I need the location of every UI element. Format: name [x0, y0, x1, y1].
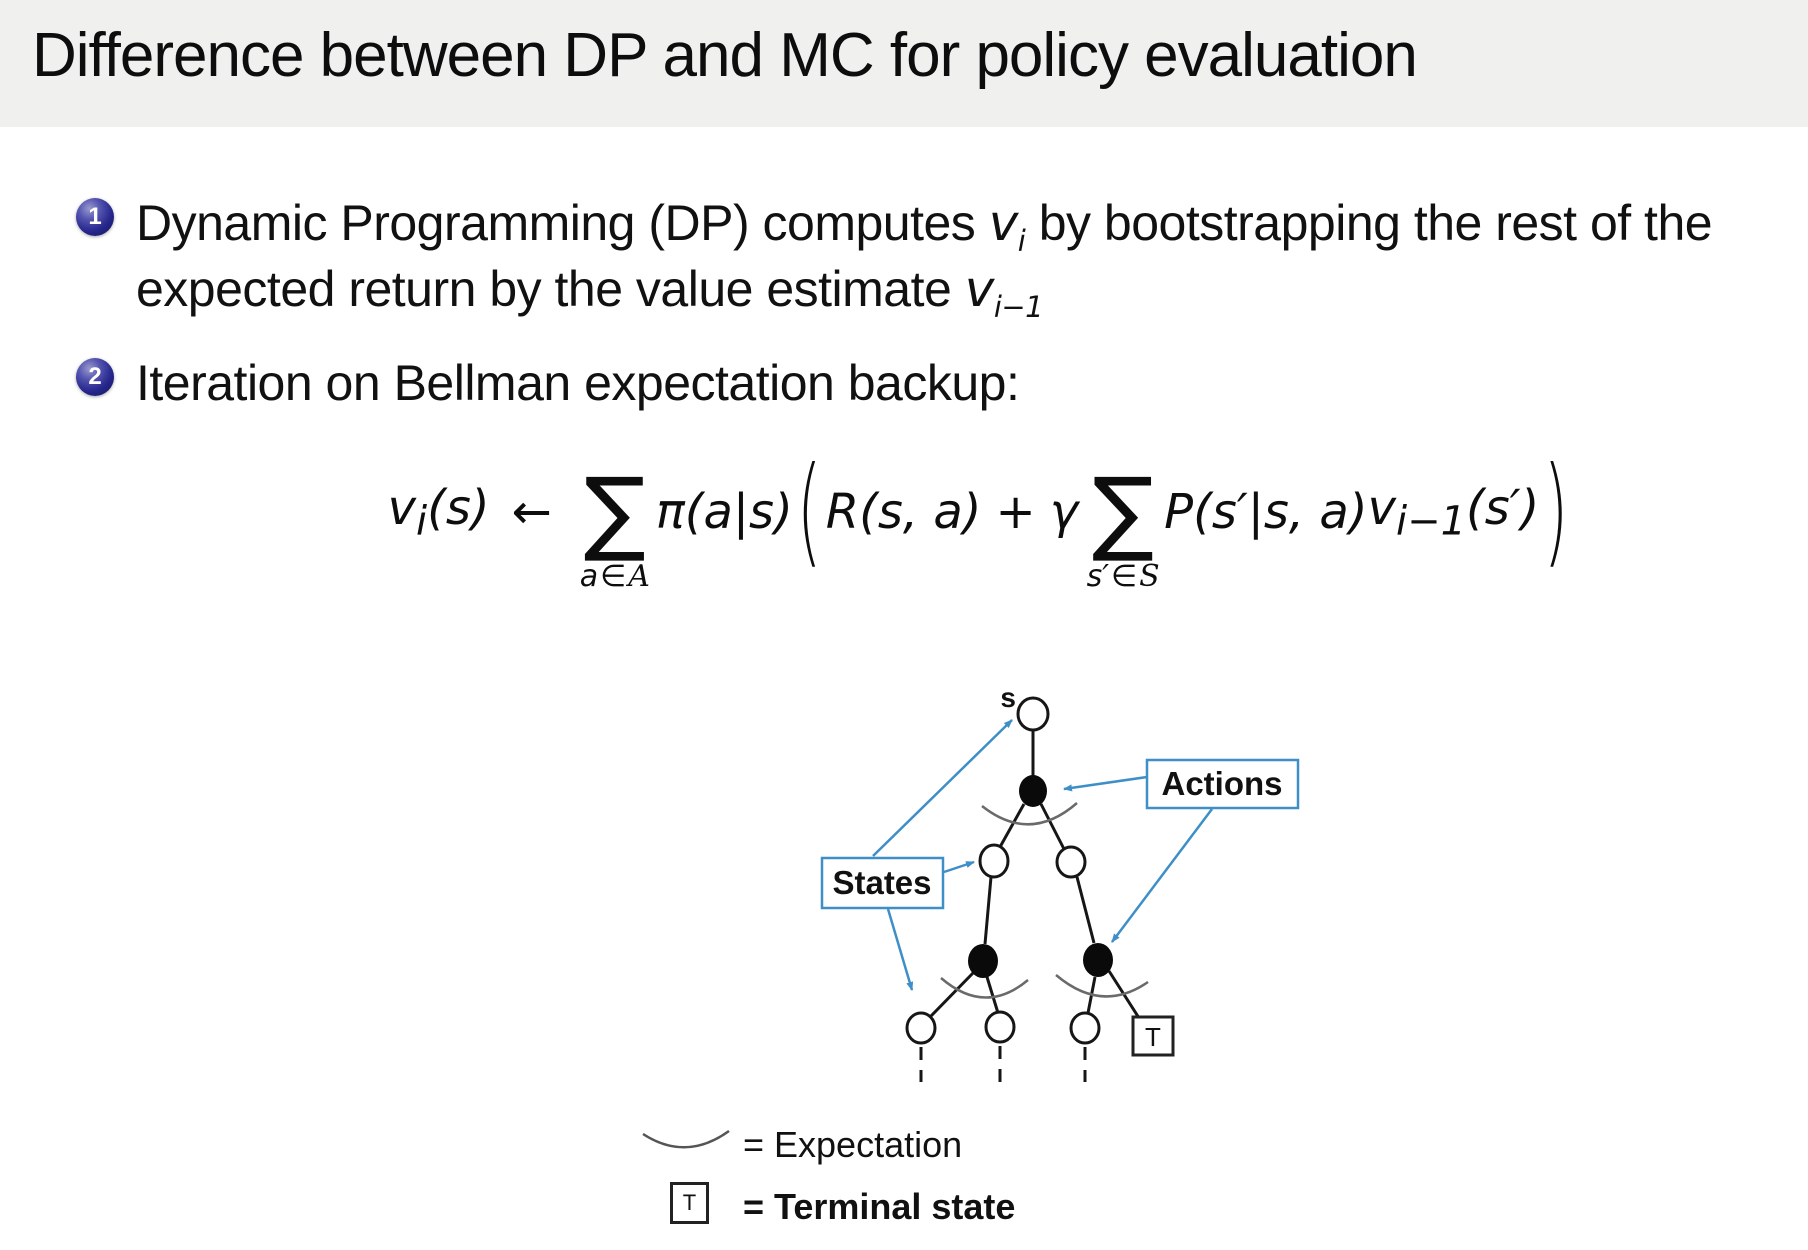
inline-math-vi	[988, 194, 1026, 258]
state-node	[986, 1012, 1014, 1042]
legend-expectation-arc-icon	[640, 1126, 732, 1164]
bellman-backup-formula	[280, 412, 1680, 612]
lhs-v: v	[387, 479, 417, 536]
tree-edge	[985, 877, 991, 944]
bullet-item-1	[76, 190, 1776, 322]
actions-arrow-to-right-action	[1112, 809, 1212, 942]
math-base: v	[988, 194, 1018, 252]
formula-lhs	[388, 480, 490, 545]
legend-terminal-square-icon	[670, 1182, 709, 1224]
action-set: A	[628, 559, 650, 594]
lhs-args: (s)	[427, 479, 490, 536]
action-node	[1083, 943, 1113, 977]
value-term	[1368, 480, 1540, 545]
bullet-1-text-mid: by bootstrapping the rest of the expected return by the value estimate	[136, 195, 1713, 317]
states-arrow-to-root	[873, 720, 1012, 856]
math-sub: i	[1017, 224, 1026, 258]
math-sub: i−1	[993, 290, 1044, 324]
legend-expectation-text: = Expectation	[743, 1124, 963, 1165]
states-label: States	[832, 864, 932, 901]
root-state-node	[1018, 698, 1048, 730]
action-node	[968, 944, 998, 978]
terminal-label: T	[1145, 1022, 1161, 1052]
bullet-item-2	[76, 350, 1776, 416]
reward-term: R(s, a)	[825, 484, 982, 540]
bullet-1-number-badge	[76, 198, 114, 236]
bullet-2-number-badge	[76, 358, 114, 396]
bullet-1-text	[136, 190, 1776, 322]
bullet-2-text: Iteration on Bellman expectation backup:	[136, 355, 1020, 411]
state-node	[980, 845, 1008, 877]
plus-operator: +	[995, 484, 1036, 540]
inline-math-vi-1	[964, 260, 1044, 324]
assign-arrow: ←	[511, 484, 552, 540]
value-sub: i−1	[1395, 498, 1467, 545]
sum-over-actions	[579, 458, 650, 594]
limit-var: s′	[1086, 559, 1110, 594]
state-node	[1057, 847, 1085, 877]
element-of: ∈	[1111, 559, 1138, 594]
actions-label: Actions	[1161, 765, 1283, 802]
backup-tree-diagram	[790, 640, 1320, 1110]
sigma-glyph: ∑	[583, 458, 646, 565]
terminal-label: T	[682, 1190, 697, 1215]
sigma-glyph: ∑	[1092, 458, 1155, 565]
states-arrow-to-mid-state	[944, 862, 974, 872]
legend-terminal-text: = Terminal state	[743, 1186, 1016, 1227]
element-of: ∈	[600, 559, 627, 594]
action-node	[1019, 775, 1047, 807]
value-args: (s′)	[1466, 479, 1540, 536]
gamma-symbol: γ	[1049, 484, 1079, 540]
transition-term: P(s′|s, a)	[1164, 484, 1368, 540]
policy-term: π(a|s)	[655, 484, 793, 540]
sum-actions-limit	[580, 559, 650, 594]
states-arrow-to-bottom-state	[888, 909, 912, 990]
lhs-sub: i	[416, 498, 428, 545]
state-node	[907, 1013, 935, 1043]
state-node	[1071, 1013, 1099, 1043]
big-right-paren: )	[1543, 443, 1569, 581]
tree-edge	[1000, 804, 1024, 847]
bullet-2-number: 2	[88, 363, 102, 390]
root-state-label: s	[1000, 682, 1016, 713]
state-set: S	[1139, 559, 1160, 594]
slide-title: Difference between DP and MC for policy evaluation	[32, 21, 1417, 90]
expectation-arc	[941, 978, 1028, 998]
tree-edge	[1041, 804, 1064, 849]
bullet-1-text-pre: Dynamic Programming (DP) computes	[136, 195, 989, 251]
expectation-arc	[643, 1131, 729, 1147]
tree-edge	[987, 977, 998, 1013]
bullet-1-number: 1	[88, 203, 102, 230]
value-v: v	[1367, 479, 1396, 536]
actions-arrow-to-top-action	[1064, 777, 1147, 789]
tree-edge	[1077, 877, 1094, 943]
sum-states-limit	[1087, 559, 1160, 594]
sum-over-next-states	[1086, 458, 1160, 594]
limit-var: a	[579, 559, 599, 594]
expectation-arc	[1056, 975, 1148, 996]
math-base: v	[964, 260, 994, 318]
big-left-paren: (	[796, 443, 822, 581]
title-bar	[0, 0, 1808, 127]
